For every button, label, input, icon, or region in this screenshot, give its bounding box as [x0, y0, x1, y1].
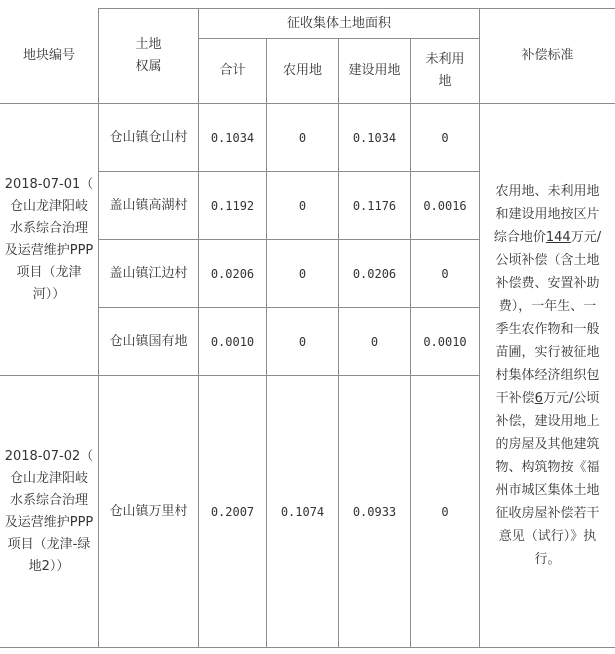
compensation-line: 季生农作物和一般	[495, 322, 600, 337]
row2-construction: 0.1176	[352, 198, 397, 213]
compensation-line: 补偿，建设用地上	[495, 414, 600, 429]
compensation-line: 意见（试行）》执	[498, 529, 597, 544]
row1-farmland: 0	[298, 130, 307, 145]
compensation-line: 农用地、未利用地	[495, 184, 600, 199]
row4-farmland: 0	[298, 334, 307, 349]
row5-owner: 仓山镇万里村	[109, 503, 188, 519]
parcel-cell-2: 2018-07-02（ 仓山龙津阳岐 水系综合治理 及运营维护PPP 项目（龙津-绿 地2））	[4, 448, 94, 574]
row2-total: 0.1192	[210, 198, 255, 213]
compensation-line: 费），一年生、一	[498, 299, 597, 314]
row3-total: 0.0206	[210, 266, 255, 281]
row2-farmland: 0	[298, 198, 307, 213]
compensation-line: 征收房屋补偿若干	[495, 506, 600, 521]
row4-unused: 0.0010	[423, 334, 467, 349]
compensation-line: 补偿费、安置补助	[495, 276, 600, 291]
compensation-line: 和建设用地按区片	[495, 207, 600, 222]
row5-farmland: 0.1074	[280, 504, 325, 519]
row4-total: 0.0010	[210, 334, 255, 349]
parcel-cell-1: 2018-07-01（ 仓山龙津阳岐 水系综合治理 及运营维护PPP 项目（龙津 河））	[4, 176, 94, 302]
row1-total: 0.1034	[210, 130, 255, 145]
row3-owner: 盖山镇江边村	[109, 265, 188, 281]
compensation-cell	[480, 104, 615, 647]
border-bottom	[0, 647, 615, 648]
header-area-group: 征收集体土地面积	[286, 15, 391, 31]
compensation-line: 行。	[534, 552, 561, 567]
row1-unused: 0	[441, 130, 449, 145]
compensation-line: 综合地价144万元/	[493, 230, 602, 245]
compensation-line: 的房屋及其他建筑	[495, 437, 600, 452]
row3-unused: 0	[441, 266, 449, 281]
compensation-line: 干补偿6万元/公顷	[495, 391, 600, 406]
header-total: 合计	[219, 63, 246, 78]
row3-construction: 0.0206	[352, 266, 397, 281]
compensation-line: 村集体经济组织包	[495, 368, 600, 383]
header-construction: 建设用地	[348, 63, 401, 78]
row4-construction: 0	[370, 334, 379, 349]
row2-unused: 0.0016	[423, 198, 467, 213]
row3-farmland: 0	[298, 266, 307, 281]
row1-owner: 仓山镇仓山村	[109, 129, 188, 145]
header-unused: 未利用 地	[425, 52, 465, 89]
row5-total: 0.2007	[210, 504, 255, 519]
compensation-line: 物、构筑物按《福	[495, 460, 600, 475]
row5-unused: 0	[441, 504, 449, 519]
row4-owner: 仓山镇国有地	[109, 333, 188, 349]
header-land-owner: 土地 权属	[135, 37, 162, 74]
compensation-line: 公顷补偿（含土地	[495, 253, 600, 268]
compensation-line: 苗圃，实行被征地	[495, 345, 600, 360]
header-farmland: 农用地	[282, 63, 322, 78]
row2-owner: 盖山镇高湖村	[109, 197, 188, 213]
header-compensation: 补偿标准	[521, 48, 574, 63]
row1-construction: 0.1034	[352, 130, 397, 145]
header-parcel-id: 地块编号	[22, 48, 75, 63]
row5-construction: 0.0933	[352, 504, 397, 519]
compensation-line: 州市城区集体土地	[495, 483, 600, 498]
